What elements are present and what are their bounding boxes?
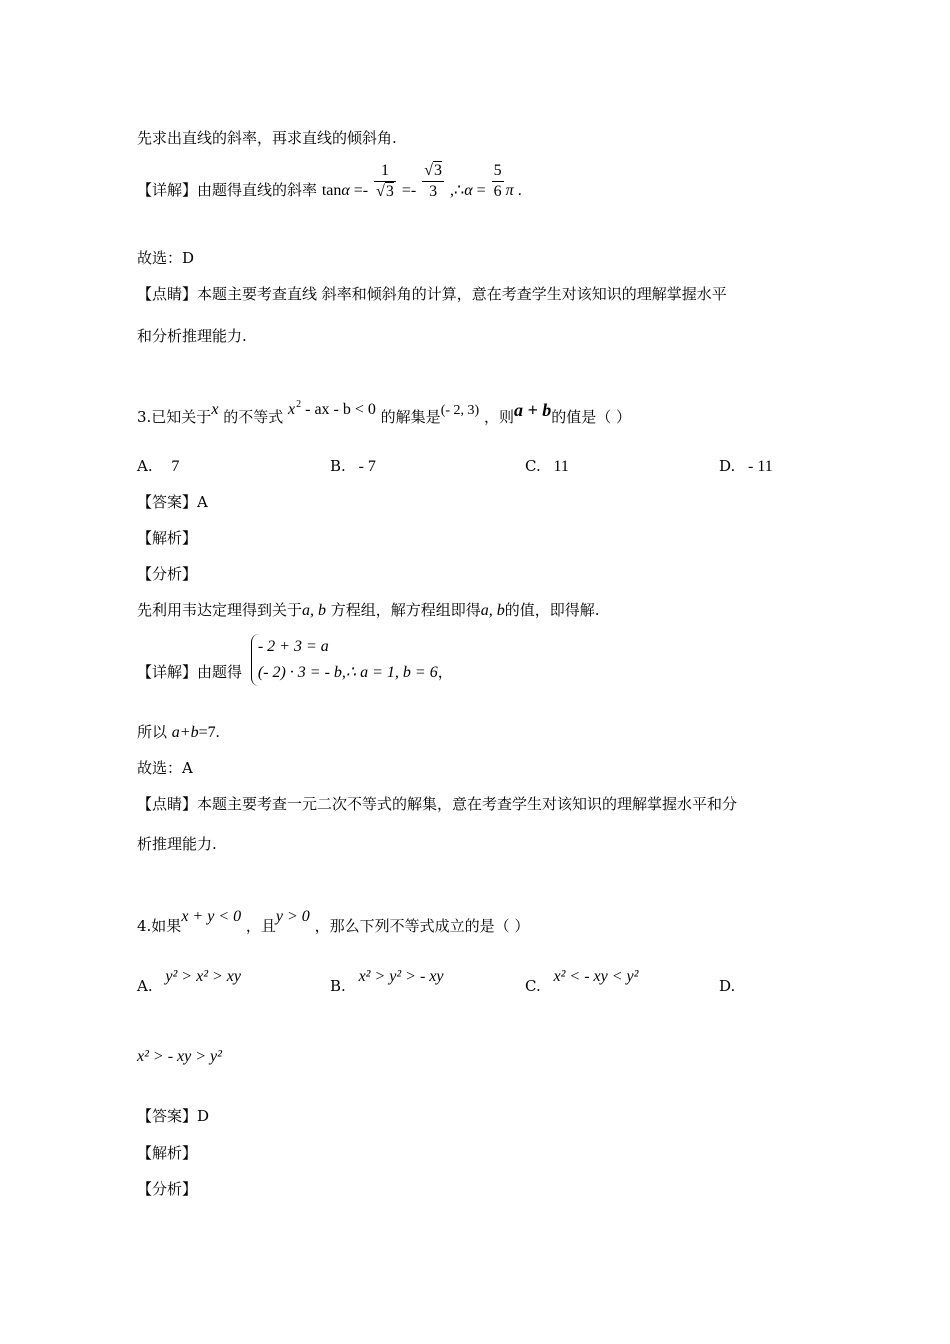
q4-answer: 【答案】D — [137, 1107, 210, 1125]
q3-so: 所以 a+b=7. — [137, 723, 220, 741]
q2-comment-line2: 和分析推理能力. — [137, 327, 247, 345]
q4-fenxi-label: 【分析】 — [137, 1180, 198, 1198]
q3-option-c: C. 11 — [525, 457, 569, 475]
q3-option-b: B. - 7 — [330, 457, 376, 475]
q3-option-a: A. 7 — [137, 457, 180, 475]
q4-option-b: B. x² > y² > - xy — [330, 968, 444, 995]
q3-answer: 【答案】A — [137, 493, 208, 511]
q3-analysis-label: 【解析】 — [137, 529, 198, 547]
q4-option-a: A. y² > x² > xy — [137, 968, 241, 995]
equation-system: - 2 + 3 = a (- 2) · 3 = - b — [251, 634, 342, 686]
q2-detail — [137, 161, 522, 202]
q2-comment-line1: 【点睛】本题主要考查直线 斜率和倾斜角的计算，意在考查学生对该知识的理解掌握水平 — [137, 285, 727, 303]
q4-stem: 4.如果x + y < 0 ，且y > 0 ，那么下列不等式成立的是（ ） — [137, 908, 530, 935]
detail-label: 【详解】 — [137, 181, 198, 199]
q3-option-d: D. - 11 — [719, 457, 773, 475]
q3-detail: 【详解】由题得 - 2 + 3 = a (- 2) · 3 = - b ,∴ a = 1, b = 6， — [137, 660, 453, 686]
q4-analysis-label: 【解析】 — [137, 1144, 198, 1162]
q2-choice: 故选：D — [137, 249, 195, 267]
q3-comment-line1: 【点睛】本题主要考查一元二次不等式的解集，意在考查学生对该知识的理解掌握水平和分 — [137, 795, 738, 813]
q4-option-c: C. x² < - xy < y² — [525, 968, 639, 995]
q2-analysis-text: 先求出直线的斜率，再求直线的倾斜角. — [137, 129, 397, 147]
detail-text: 由题得直线的斜率 — [197, 181, 318, 199]
slope-formula: tanα =- $\frac{1}{√3}$ =- $\frac{√3}{3}$ ,∴α = $\frac{5}{6}$ π . — [321, 161, 522, 200]
q4-option-d-label: D. — [719, 977, 736, 995]
q4-option-d-value: x² > - xy > y² — [137, 1048, 222, 1065]
q3-fenxi-text: 先利用韦达定理得到关于a, b 方程组，解方程组即得a, b的值，即得解. — [137, 601, 600, 619]
q3-fenxi-label: 【分析】 — [137, 565, 198, 583]
q3-choice: 故选：A — [137, 759, 193, 777]
q3-comment-line2: 析推理能力. — [137, 835, 217, 853]
q3-stem: 3.已知关于x 的不等式 $x^2$ - ax - b < 0 的解集是(- 2, 3) ，则a + b的值是（ ） — [137, 399, 632, 426]
